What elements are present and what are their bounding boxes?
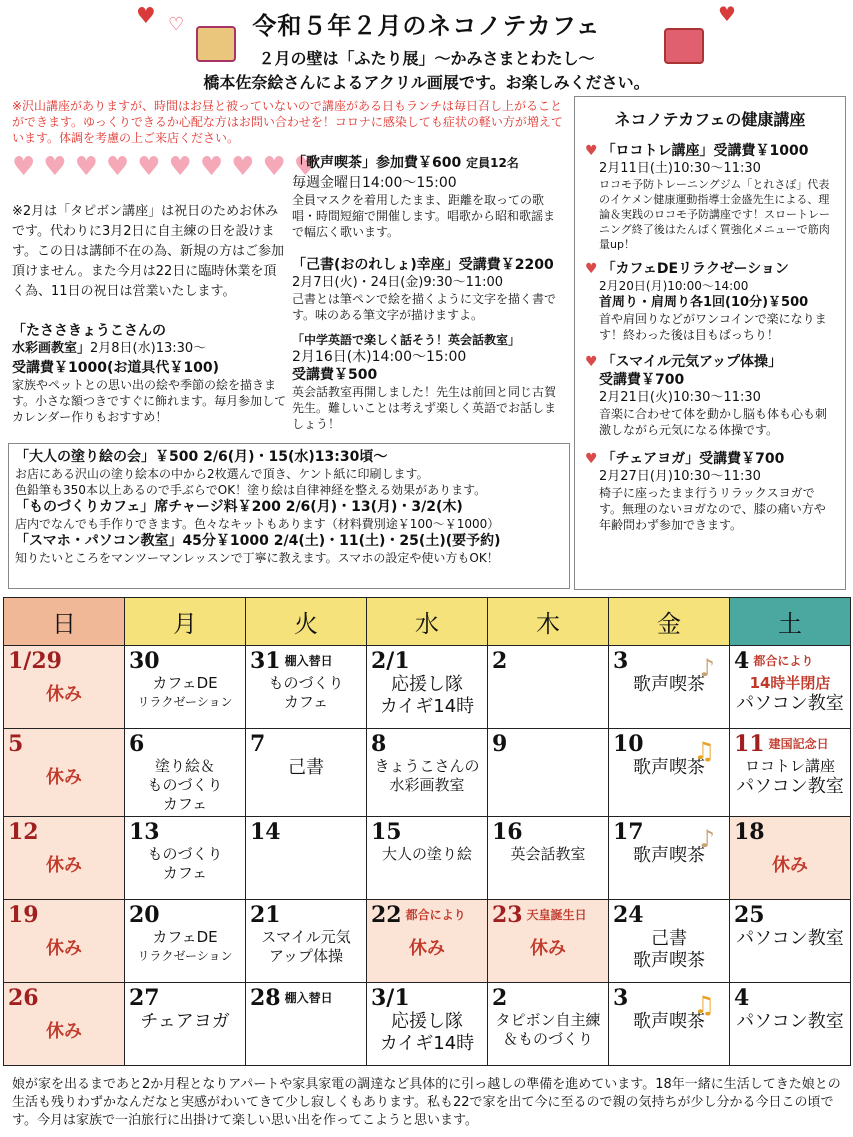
day-number — [371, 648, 483, 674]
workshop-box — [8, 443, 570, 589]
event-label: カフェ — [283, 693, 329, 711]
event-label: 水彩画教室 — [389, 776, 465, 794]
event-label: チェアヨガ — [140, 1011, 230, 1032]
hearts-decoration: ♥♥♥♥♥♥♥♥♥♥ — [12, 152, 326, 182]
day-number — [8, 902, 120, 928]
day-number-text: 14 — [250, 819, 281, 845]
day-number — [250, 819, 362, 845]
day-header-wed: 水 — [367, 598, 488, 646]
event-label: スマイル元気 — [261, 928, 351, 946]
event-label: パソコン教室 — [736, 1011, 844, 1032]
relax-time: 2月20日(月)10:00〜14:00 — [599, 279, 749, 293]
day-note: 棚入替日 — [284, 991, 333, 1005]
day-note: 都合により — [405, 908, 466, 922]
heart-icon: ♥ — [718, 2, 736, 26]
day-number-text: 16 — [492, 819, 523, 845]
day-header-sat: 土 — [730, 598, 851, 646]
event-label: ロコトレ講座 — [744, 757, 835, 775]
heart-icon: ♥ — [136, 4, 156, 29]
english-title: 「中学英語で楽しく話そう！英会話教室」 — [292, 333, 521, 347]
calendar-day-cell — [125, 646, 246, 729]
event-label: タピボン自主練 — [495, 1011, 601, 1029]
day-number-text: 25 — [734, 902, 765, 928]
locotre-desc: ロコモ予防トレーニングジム「とれさぽ」代表のイケメン健康運動指導士金盛先生による、理論＆実践のロコモ予防講座です！スロートレーニング終了後はたんぱく質強化メニューで筋肉量up！ — [599, 178, 830, 251]
day-number-text: 5 — [8, 731, 24, 757]
heart-icon: ♥ — [585, 143, 598, 159]
day-number — [734, 731, 846, 757]
event-label: ものづくり — [147, 776, 223, 794]
day-number — [734, 819, 846, 845]
day-number-text: 18 — [734, 819, 765, 845]
heart-icon: ♥ — [585, 451, 598, 467]
singing-title: 「歌声喫茶」参加費￥600 — [292, 155, 462, 171]
day-number-text: 1/29 — [8, 648, 62, 674]
closed-label: 休み — [46, 938, 82, 959]
calligraphy-time: 2月7日(火)・24日(金)9:30〜11:00 — [292, 275, 504, 290]
day-number-text: 13 — [129, 819, 160, 845]
event-label: パソコン教室 — [736, 928, 844, 949]
day-number — [613, 902, 725, 928]
day-number-text: 2/1 — [371, 648, 410, 674]
calligraphy-title: 「己書(おのれしょ)幸座」受講費￥2200 — [292, 257, 554, 273]
day-number-text: 7 — [250, 731, 266, 757]
day-number — [734, 902, 846, 928]
calendar-day-cell — [4, 900, 125, 983]
calendar-day-cell — [367, 817, 488, 900]
calendar-day-cell — [609, 983, 730, 1066]
day-number — [129, 648, 241, 674]
left-panel — [8, 96, 570, 436]
event-label: カフェDE — [152, 674, 218, 692]
day-number-text: 17 — [613, 819, 644, 845]
watercolor-section — [12, 322, 288, 425]
day-number-text: 2 — [492, 648, 508, 674]
event-label: カイギ14時 — [379, 1033, 475, 1054]
page-title: 令和５年２月のネコノテカフェ — [252, 11, 601, 40]
calendar-week-row — [4, 817, 851, 900]
day-note: 建国記念日 — [768, 737, 829, 751]
event-label: パソコン教室 — [736, 776, 844, 797]
day-number — [8, 819, 120, 845]
chairyoga-title: 「チェアヨガ」受講費￥700 — [601, 451, 785, 467]
day-header-sun: 日 — [4, 598, 125, 646]
smile-title: 「スマイル元気アップ体操」 — [601, 354, 783, 370]
event-label: 歌声喫茶 — [633, 1011, 705, 1032]
calendar-day-cell — [4, 729, 125, 817]
event-label: 歌声喫茶 — [633, 757, 705, 778]
smile-fee: 受講費￥700 — [599, 372, 685, 388]
health-heading: ネコノテカフェの健康講座 — [614, 110, 806, 129]
day-number-text: 24 — [613, 902, 644, 928]
day-number-text: 15 — [371, 819, 402, 845]
day-number — [492, 731, 604, 757]
day-number — [371, 731, 483, 757]
notice-text: ※沢山講座がありますが、時間はお昼と被っていないので講座がある日もランチは毎日召し上がることができます。ゆっくりできるか心配な方はお問い合わせを！コロナに感染しても症状の軽い方が増えています。体調を考慮の上ご来店ください。 — [12, 99, 563, 145]
day-number-text: 8 — [371, 731, 387, 757]
calendar-day-cell — [730, 729, 851, 817]
heart-icon: ♥ — [585, 354, 598, 370]
event-label: ものづくり — [147, 845, 223, 863]
coloring-desc2: 色鉛筆も350本以上あるので手ぶらでOK！塗り絵は自律神経を整える効果があります。 — [15, 483, 487, 497]
chairyoga-section — [585, 450, 835, 533]
subtitle-line2: 橋本佐奈絵さんによるアクリル画展です。お楽しみください。 — [203, 73, 650, 92]
day-number-text: 9 — [492, 731, 508, 757]
calendar-table — [3, 597, 851, 1066]
day-note: 天皇誕生日 — [526, 908, 587, 922]
closed-label: 休み — [409, 938, 445, 959]
calendar-day-cell — [125, 900, 246, 983]
calligraphy-desc: 己書とは筆ペンで絵を描くように文字を描く書です。味のある筆文字が描けますよ。 — [292, 292, 557, 322]
closed-label: 休み — [46, 1021, 82, 1042]
event-label: 英会話教室 — [510, 845, 586, 863]
chairyoga-time: 2月27日(月)10:30〜11:30 — [599, 469, 761, 484]
day-number-text: 31 — [250, 648, 281, 674]
day-number-text: 30 — [129, 648, 160, 674]
day-number-text: 4 — [734, 648, 750, 674]
music-note-icon: ♫ — [693, 737, 715, 765]
heart-icon: ♥ — [585, 261, 598, 277]
calendar-week-row — [4, 646, 851, 729]
calendar-day-cell — [488, 646, 609, 729]
day-number — [250, 985, 362, 1011]
calendar-day-cell — [609, 646, 730, 729]
singing-time: 毎週金曜日14:00〜15:00 — [292, 175, 457, 191]
event-label: アップ体操 — [269, 947, 343, 965]
event-label: 14時半閉店 — [749, 674, 831, 692]
day-number-text: 21 — [250, 902, 281, 928]
day-number-text: 22 — [371, 902, 402, 928]
event-label: 大人の塗り絵 — [381, 845, 472, 863]
pc-class-desc: 知りたいところをマンツーマンレッスンで丁寧に教えます。スマホの設定や使い方もOK！ — [15, 551, 499, 565]
coloring-desc1: お店にある沢山の塗り絵本の中から2枚選んで頂き、ケント紙に印刷します。 — [15, 467, 429, 481]
day-number — [129, 819, 241, 845]
english-desc: 英会話教室再開しました！先生は前回と同じ古賀先生。難しいことは考えず楽しく英語でお話しましょう！ — [292, 385, 557, 431]
relax-title: 「カフェDEリラクゼーション — [601, 261, 789, 277]
chairyoga-desc: 椅子に座ったまま行うリラックスヨガです。無理のないヨガなので、膝の痛い方や年齢問わず参加できます。 — [599, 486, 826, 532]
day-number — [371, 902, 483, 928]
event-label: リラクゼーション — [137, 695, 233, 709]
calendar-day-cell — [125, 817, 246, 900]
coloring-title: 「大人の塗り絵の会」￥500 2/6(月)・15(水)13:30頃〜 — [15, 449, 388, 465]
calendar-day-cell — [246, 983, 367, 1066]
day-number — [8, 648, 120, 674]
event-label: カフェ — [162, 795, 208, 813]
health-box — [574, 96, 846, 590]
calendar-day-cell — [488, 729, 609, 817]
event-label: パソコン教室 — [736, 693, 844, 714]
calendar-week-row — [4, 900, 851, 983]
calendar-day-cell — [488, 983, 609, 1066]
day-number-text: 26 — [8, 985, 39, 1011]
closed-label: 休み — [530, 938, 566, 959]
music-note-icon: ♪ — [699, 654, 715, 682]
event-label: 己書 — [288, 757, 324, 778]
calendar-day-cell — [609, 817, 730, 900]
day-number — [8, 731, 120, 757]
relax-fee: 首周り・肩周り各1回(10分)￥500 — [599, 295, 809, 310]
smile-section — [585, 353, 835, 438]
calendar-day-cell — [730, 983, 851, 1066]
event-label: カフェDE — [152, 928, 218, 946]
pc-class-title: 「スマホ・パソコン教室」45分￥1000 2/4(土)・11(土)・25(土)(要予約) — [15, 533, 501, 549]
smile-time: 2月21日(火)10:30〜11:30 — [599, 390, 761, 405]
event-label: 応援し隊 — [391, 1011, 463, 1032]
day-header-fri: 金 — [609, 598, 730, 646]
calligraphy-section — [292, 256, 566, 323]
footer-message: 娘が家を出るまであと2か月程となりアパートや家具家電の調達など具体的に引っ越しの準備を進めています。18年一緒に生活してきた娘との生活も残りわずかなんだなと実感がわいてきて少し寂しくもあります。私も22で家を出て今に至るので親の気持ちが少し分かる今日この頃です。今月は家族で一泊旅行に出掛けて楽しい思い出を作ってこようと思います。 — [12, 1077, 841, 1128]
subtitle-line1: ２月の壁は「ふたり展」〜かみさまとわたし〜 — [258, 49, 595, 68]
english-time: 2月16日(木)14:00〜15:00 — [292, 349, 467, 365]
event-label: ものづくり — [268, 674, 344, 692]
day-number — [250, 648, 362, 674]
day-number-text: 19 — [8, 902, 39, 928]
calendar-day-cell — [367, 729, 488, 817]
day-number — [734, 648, 846, 674]
day-number-text: 3 — [613, 648, 629, 674]
day-header-tue: 火 — [246, 598, 367, 646]
day-number — [492, 985, 604, 1011]
calendar-day-cell — [246, 817, 367, 900]
day-number-text: 6 — [129, 731, 145, 757]
watercolor-title: 「たささきょうこさんの — [12, 323, 166, 339]
day-number-text: 23 — [492, 902, 523, 928]
calendar-day-cell — [488, 817, 609, 900]
calendar-day-cell — [488, 900, 609, 983]
calendar-day-cell — [730, 900, 851, 983]
day-number — [250, 731, 362, 757]
calendar-day-cell — [730, 817, 851, 900]
calendar-day-cell — [246, 646, 367, 729]
calendar-day-cell — [609, 729, 730, 817]
day-number-text: 27 — [129, 985, 160, 1011]
watercolor-title2: 水彩画教室」 — [12, 341, 91, 356]
event-label: 応援し隊 — [391, 674, 463, 695]
day-number — [129, 985, 241, 1011]
day-number-text: 11 — [734, 731, 765, 757]
watercolor-desc: 家族やペットとの思い出の絵や季節の絵を描きます。小さな額つきですぐに飾れます。毎月参加してカレンダー作りもおすすめ！ — [12, 378, 287, 424]
calendar-day-cell — [367, 646, 488, 729]
smile-desc: 音楽に合わせて体を動かし脳も体も心も刺激しながら元気になる体操です。 — [599, 407, 828, 437]
day-note: 棚入替日 — [284, 654, 333, 668]
calendar-day-cell — [730, 646, 851, 729]
english-fee: 受講費￥500 — [292, 367, 378, 383]
calendar-day-cell — [367, 983, 488, 1066]
day-header-thu: 木 — [488, 598, 609, 646]
singing-capacity: 定員12名 — [466, 156, 519, 170]
singing-desc: 全員マスクを着用したまま、距離を取っての歌唱・時間短縮で開催します。唱歌から昭和歌謡まで幅広く歌います。 — [292, 193, 556, 239]
event-label: カフェ — [162, 864, 208, 882]
event-label: カイギ14時 — [379, 696, 475, 717]
day-header-mon: 月 — [125, 598, 246, 646]
locotre-title: 「ロコトレ講座」受講費￥1000 — [601, 143, 809, 159]
event-label: 塗り絵＆ — [154, 757, 215, 775]
music-note-icon: ♫ — [693, 991, 715, 1019]
left-note: ※2月は「タピボン講座」は祝日のためお休みです。代わりに3月2日に自主練の日を設けます。この日は講師不在の為、新規の方はご参加頂けません。また今月は22日に臨時休業を頂く為、11日の祝日は営業いたします。 — [12, 204, 284, 299]
calendar-day-cell — [246, 900, 367, 983]
closed-label: 休み — [46, 767, 82, 788]
calendar-day-cell — [4, 983, 125, 1066]
locotre-time: 2月11日(土)10:30〜11:30 — [599, 161, 761, 176]
event-label: 歌声喫茶 — [633, 950, 705, 971]
singing-section — [292, 154, 566, 240]
event-label: ＆ものづくり — [502, 1030, 593, 1048]
day-number — [129, 902, 241, 928]
calendar-day-cell — [4, 646, 125, 729]
watercolor-fee: 受講費￥1000(お道具代￥100) — [12, 360, 219, 376]
calendar-day-cell — [246, 729, 367, 817]
day-number — [492, 648, 604, 674]
day-number — [734, 985, 846, 1011]
craft-title: 「ものづくりカフェ」席チャージ料￥200 2/6(月)・13(月)・3/2(木) — [15, 499, 463, 515]
day-number — [371, 819, 483, 845]
day-number-text: 2 — [492, 985, 508, 1011]
calendar-header-row — [4, 598, 851, 646]
event-label: リラクゼーション — [137, 949, 233, 963]
closed-label: 休み — [46, 855, 82, 876]
day-number-text: 28 — [250, 985, 281, 1011]
event-label: 歌声喫茶 — [633, 674, 705, 695]
day-number-text: 3 — [613, 985, 629, 1011]
closed-label: 休み — [46, 684, 82, 705]
day-number — [8, 985, 120, 1011]
event-label: きょうこさんの — [374, 757, 480, 775]
calendar-day-cell — [4, 817, 125, 900]
day-number — [371, 985, 483, 1011]
english-section — [292, 332, 566, 432]
craft-desc: 店内でなんでも手作りできます。色々なキットもあります（材料費別途￥100〜￥1000） — [15, 517, 500, 531]
calendar-day-cell — [609, 900, 730, 983]
calendar-day-cell — [125, 983, 246, 1066]
day-number — [492, 902, 604, 928]
calendar-week-row — [4, 983, 851, 1066]
day-number-text: 20 — [129, 902, 160, 928]
day-number-text: 12 — [8, 819, 39, 845]
closed-label: 休み — [772, 855, 808, 876]
day-number-text: 4 — [734, 985, 750, 1011]
calendar-day-cell — [367, 900, 488, 983]
day-number-text: 3/1 — [371, 985, 410, 1011]
watercolor-date: 2月8日(水)13:30〜 — [90, 341, 207, 356]
day-number — [250, 902, 362, 928]
day-note: 都合により — [753, 654, 814, 668]
locotre-section — [585, 142, 835, 252]
relax-section — [585, 260, 835, 343]
relax-desc: 首や肩回りなどがワンコインで楽になります！終わった後は目もぱっちり！ — [599, 312, 827, 342]
day-number-text: 10 — [613, 731, 644, 757]
music-note-icon: ♪ — [699, 825, 715, 853]
event-label: 歌声喫茶 — [633, 845, 705, 866]
heart-outline-icon: ♡ — [168, 14, 185, 35]
calendar-day-cell — [125, 729, 246, 817]
event-label: 己書 — [651, 928, 687, 949]
day-number — [129, 731, 241, 757]
calendar-week-row — [4, 729, 851, 817]
day-number — [492, 819, 604, 845]
